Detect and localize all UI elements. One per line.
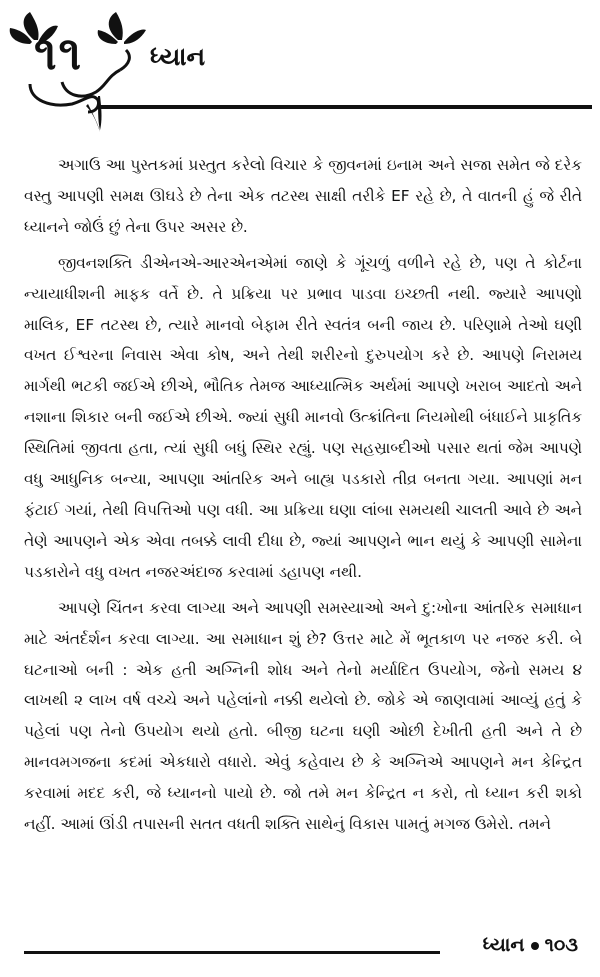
footer-running-title: ધ્યાન (482, 934, 525, 956)
page-footer (483, 934, 578, 956)
chapter-header (0, 0, 600, 150)
chapter-title: ધ્યાન (150, 42, 206, 71)
paragraph: અગાઉ આ પુસ્તકમાં પ્રસ્તુત કરેલો વિચાર કે જીવનમાં ઇનામ અને સજા સમેત જે દરેક વસ્તુ આપણી સમક્ષ ઊઘડે છે તેના એક તટસ્થ સાક્ષી તરીકે EF રહે છે, તે વાતની હું જે રીતે ધ્યાનને જોઉં છું તેના ઉપર અસર છે. (24, 156, 582, 236)
paragraph: આપણે ચિંતન કરવા લાગ્યા અને આપણી સમસ્યાઓ અને દુ:ખોના આંતરિક સમાધાન માટે અંતર્દર્શન કરવા લાગ્યા. આ સમાધાન શું છે? ઉત્તર માટે મેં ભૂતકાળ પર નજર કરી. બે ઘટનાઓ બની : એક હતી અગ્નિની શોધ અને તેનો મર્યાદિત ઉપયોગ, જેનો સમય ૪ લાખથી ૨ લાખ વર્ષ વચ્ચે અને પહેલાંનો નક્કી થયેલો છે. જોકે એ જાણવામાં આવ્યું હતું કે પહેલાં પણ તેનો ઉપયોગ થયો હતો. બીજી ઘટના ઘણી ઓછી દેખીતી હતી અને તે છે માનવમગજના કદમાં એકધારો વધારો. એવું કહેવાય છે કે અગ્નિએ આપણને મન કેન્દ્રિત કરવામાં મદદ કરી, જે ધ્યાનનો પાયો છે. જો તમે મન કેન્દ્રિત ન કરો, તો ધ્યાન કરી શકો નહીં. આમાં ઊંડી તપાસની સતત વધતી શક્તિ સાથેનું વિકાસ પામતું મગજ ઉમેરો. તમને (24, 598, 582, 834)
footer-divider (24, 951, 440, 954)
header-divider (98, 105, 592, 109)
paragraph: જીવનશક્તિ ડીએનએ-આરએનએમાં જાણે કે ગૂંચળું વળીને રહે છે, પણ તે કોર્ટના ન્યાયાધીશની માફક વર્તે છે. તે પ્રક્રિયા પર પ્રભાવ પાડવા ઇચ્છતી નથી. જ્યારે આપણો માલિક, EF તટસ્થ છે, ત્યારે માનવો બેફામ રીતે સ્વતંત્ર બની જાય છે. પરિણામે તેઓ ઘણી વખત ઈશ્વરના નિવાસ એવા કોષ, અને તેથી શરીરનો દુરુપયોગ કરે છે. આપણે નિરામય માર્ગથી ભટકી જઈએ છીએ, ભૌતિક તેમજ આધ્યાત્મિક અર્થમાં આપણે ખરાબ આદતો અને નશાના શિકાર બની જઈએ છીએ. જ્યાં સુધી માનવો ઉત્ક્રાંતિના નિયમોથી બંધાઈને પ્રાકૃતિક સ્થિતિમાં જીવતા હતા, ત્યાં સુધી બધું સ્થિર રહ્યું. પણ સહસ્રાબ્દીઓ પસાર થતાં જેમ આપણે વધુ આધુનિક બન્યા, આપણા આંતરિક અને બાહ્ય પડકારો તીવ્ર બનતા ગયા. આપણાં મન ફંટાઈ ગયાં, તેથી વિપત્તિઓ પણ વધી. આ પ્રક્રિયા ઘણા લાંબા સમયથી ચાલતી આવે છે અને તેણે આપણને એક એવા તબક્કે લાવી દીધા છે, જ્યાં આપણને ભાન થયું કે આપણી સામેના પડકારોને વધુ વખત નજરઅંદાજ કરવામાં ડહાપણ નથી. (24, 253, 582, 581)
chapter-number: ૧૧ (34, 26, 84, 80)
chapter-ornament-icon (0, 0, 600, 150)
chapter-body (24, 150, 582, 845)
page-number: ૧૦૩ (544, 934, 578, 956)
bullet-icon (531, 942, 539, 950)
